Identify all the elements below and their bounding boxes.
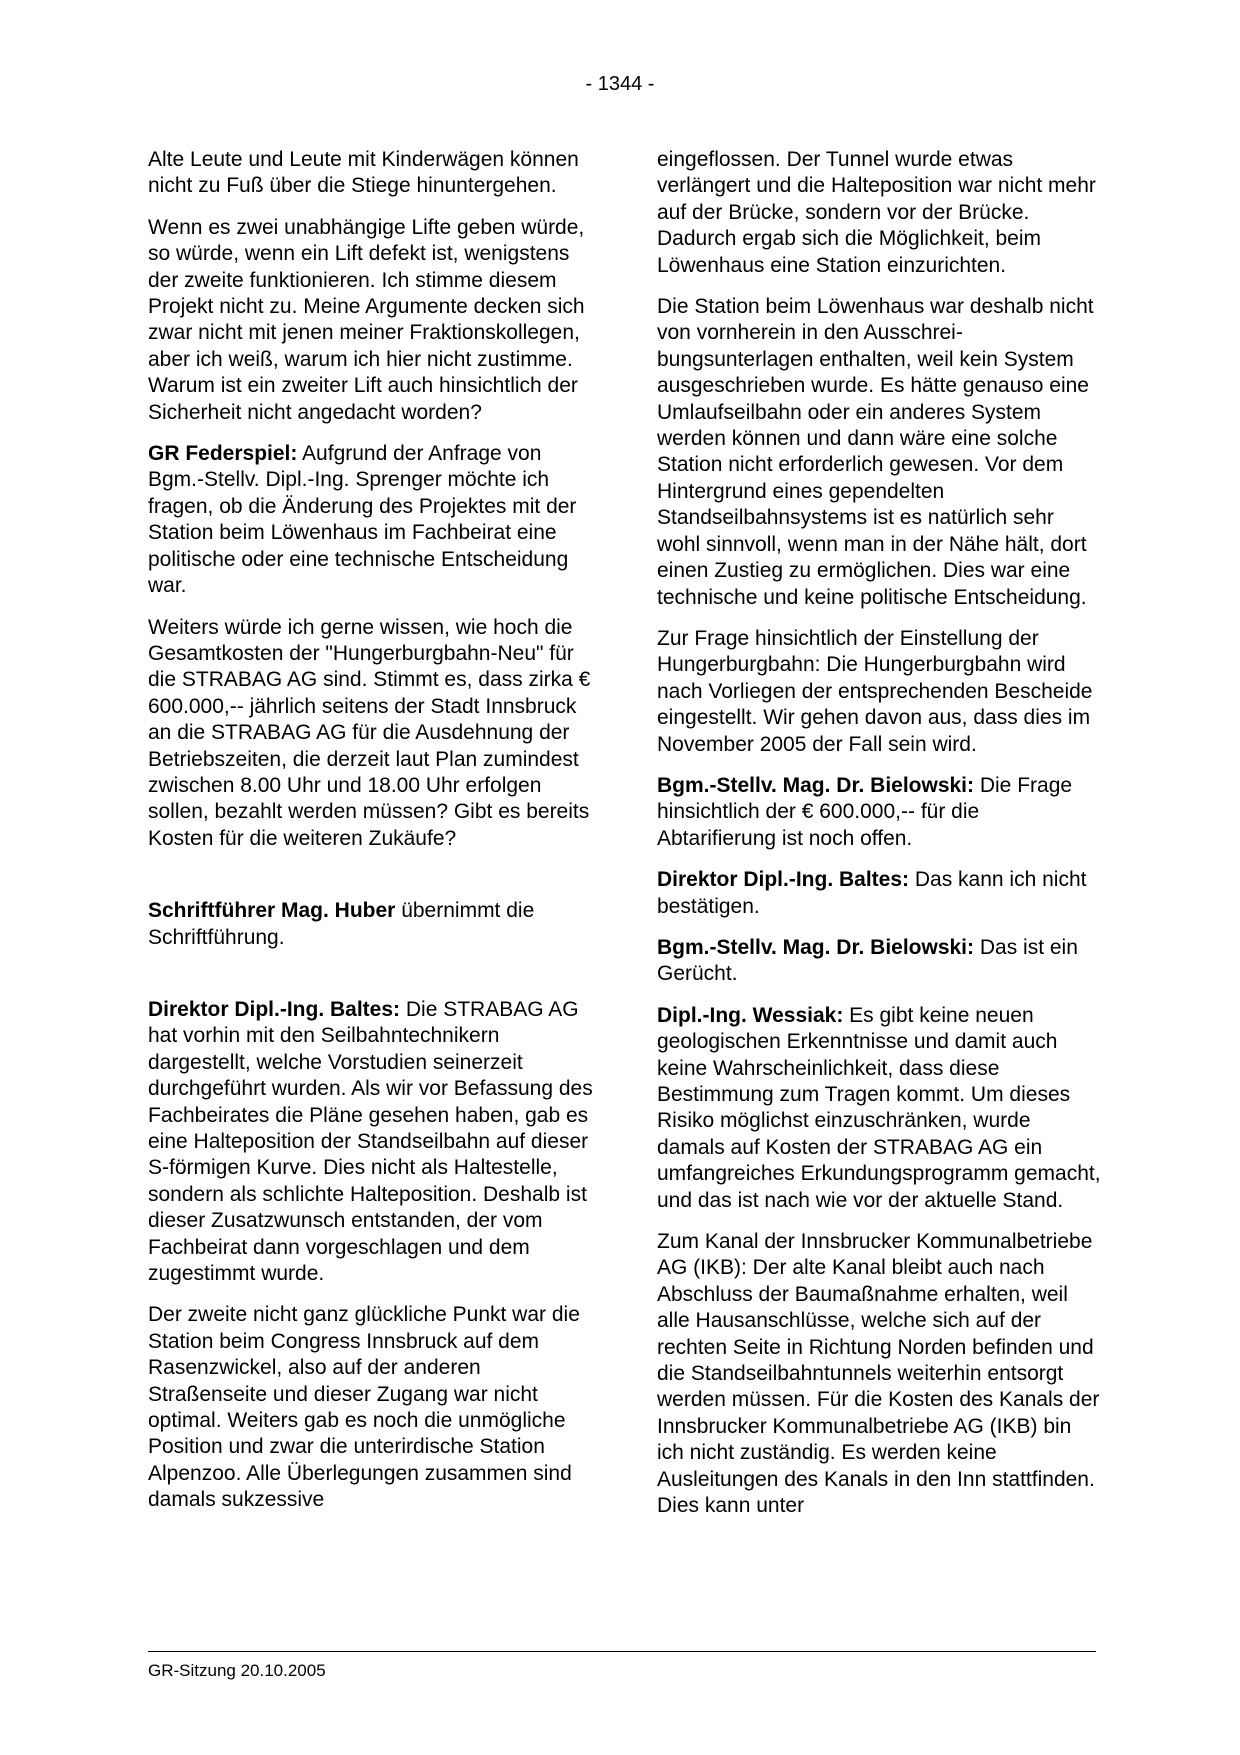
paragraph xyxy=(148,615,593,853)
paragraph xyxy=(657,773,1102,852)
speaker-name: Dipl.-Ing. Wessiak: xyxy=(657,1003,844,1027)
paragraph-text: Es gibt keine neuen geologischen Erkenntnisse und damit auch keine Wahrscheinlichkeit, dass diese Bestimmung zum Tragen kommt. Um dieses Risiko möglichst einzuschränken, wurde damals auf Kosten der STRABAG AG ein umfangreiches Erkundungsprogramm gemacht, und das ist nach wie vor der aktuelle Stand. xyxy=(657,1003,1101,1212)
right-column xyxy=(657,147,1102,1535)
paragraph xyxy=(657,867,1102,920)
paragraph-text: Aufgrund der Anfrage von Bgm.-Stellv. Dipl.-Ing. Sprenger möchte ich fragen, ob die Änderung des Projektes mit der Station beim Löwenhaus im Fachbeirat eine politische oder eine technische Entscheidung war. xyxy=(148,442,577,598)
paragraph-text: Weiters würde ich gerne wissen, wie hoch die Gesamtkosten der "Hungerburgbahn-Neu" für die STRABAG AG sind. Stimmt es, dass zirka € 600.000,-- jährlich seitens der Stadt Innsbruck an die STRABAG AG für die Ausdehnung der Betriebszeiten, die derzeit laut Plan zumindest zwischen 8.00 Uhr und 18.00 Uhr erfolgen sollen, bezahlt werden müssen? Gibt es bereits Kosten für die weiteren Zukäufe? xyxy=(148,615,591,850)
paragraph xyxy=(148,898,593,951)
speaker-name: Direktor Dipl.-Ing. Baltes: xyxy=(148,997,401,1021)
paragraph xyxy=(657,147,1102,279)
paragraph xyxy=(148,441,593,599)
paragraph-text: Das ist ein Gerücht. xyxy=(657,935,1078,986)
paragraph-text: Zur Frage hinsichtlich der Einstellung der Hungerburgbahn: Die Hungerburgbahn wird nach Vorliegen der entsprechenden Bescheide eingestellt. Wir gehen davon aus, dass dies im November 2005 der Fall sein wird. xyxy=(657,626,1093,756)
paragraph-text: Die Frage hinsichtlich der € 600.000,-- für die Abtarifierung ist noch offen. xyxy=(657,773,1073,850)
paragraph-text: übernimmt die Schriftführung. xyxy=(148,899,535,949)
paragraph xyxy=(657,1229,1102,1519)
paragraph xyxy=(657,935,1102,988)
paragraph xyxy=(148,1302,593,1513)
footer-divider xyxy=(148,1651,1096,1652)
paragraph xyxy=(657,1003,1102,1214)
paragraph xyxy=(148,147,593,200)
speaker-name: Direktor Dipl.-Ing. Baltes: xyxy=(657,868,910,892)
paragraph xyxy=(657,294,1102,611)
paragraph xyxy=(148,215,593,426)
paragraph-text: Das kann ich nicht bestätigen. xyxy=(657,868,1087,918)
paragraph-text: Zum Kanal der Innsbrucker Kommunalbetriebe AG (IKB): Der alte Kanal bleibt auch nach Abschluss der Baumaßnahme erhalten, weil alle Hausanschlüsse, welche sich auf der rechten Seite in Richtung Norden befinden und die Standseilbahntunnels weiterhin entsorgt werden müssen. Für die Kosten des Kanals der Innsbrucker Kommunalbetriebe AG (IKB) bin ich nicht zuständig. Es werden keine Ausleitungen des Kanals in den Inn stattfinden. Dies kann unter xyxy=(657,1230,1100,1518)
speaker-name: Bgm.-Stellv. Mag. Dr. Bielowski: xyxy=(657,935,975,959)
speaker-name: Bgm.-Stellv. Mag. Dr. Bielowski: xyxy=(657,773,975,797)
paragraph xyxy=(148,997,593,1287)
paragraph-text: Die STRABAG AG hat vorhin mit den Seilbahntechnikern dargestellt, welche Vorstudien seinerzeit durchgeführt wurden. Als wir vor Befassung des Fachbeirates die Pläne gesehen haben, gab es eine Halteposition der Standseilbahn auf dieser S-förmigen Kurve. Dies nicht als Haltestelle, sondern als schlichte Halteposition. Deshalb ist dieser Zusatzwunsch entstanden, der vom Fachbeirat dann vorgeschlagen und dem zugestimmt wurde. xyxy=(148,997,593,1286)
paragraph-text: Wenn es zwei unabhängige Lifte geben würde, so würde, wenn ein Lift defekt ist, wenigstens der zweite funktionieren. Ich stimme diesem Projekt nicht zu. Meine Argumente decken sich zwar nicht mit jenen meiner Fraktionskollegen, aber ich weiß, warum ich hier nicht zustimme. Warum ist ein zweiter Lift auch hinsichtlich der Sicherheit nicht angedacht worden? xyxy=(148,215,585,424)
paragraph-text: Der zweite nicht ganz glückliche Punkt war die Station beim Congress Innsbruck auf dem Rasenzwickel, also auf der anderen Straßenseite und dieser Zugang war nicht optimal. Weiters gab es noch die unmögliche Position und zwar die unterirdische Station Alpenzoo. Alle Überlegungen zusammen sind damals sukzessive xyxy=(148,1303,580,1512)
paragraph xyxy=(657,626,1102,758)
paragraph-text: Alte Leute und Leute mit Kinderwägen können nicht zu Fuß über die Stiege hinuntergehen. xyxy=(148,148,579,198)
paragraph-text: eingeflossen. Der Tunnel wurde etwas verlängert und die Halteposition war nicht mehr auf der Brücke, sondern vor der Brücke. Dadurch ergab sich die Möglichkeit, beim Löwenhaus eine Station einzurichten. xyxy=(657,148,1096,277)
speaker-name: GR Federspiel: xyxy=(148,442,298,466)
speaker-name: Schriftführer Mag. Huber xyxy=(148,899,396,923)
page-number: - 1344 - xyxy=(585,73,655,95)
footer-session-date: GR-Sitzung 20.10.2005 xyxy=(148,1661,326,1680)
paragraph-text: Die Station beim Löwenhaus war deshalb nicht von vornherein in den Ausschreibungsunterlagen enthalten, weil kein System ausgeschrieben wurde. Es hätte genauso eine Umlaufseilbahn oder ein anderes System werden können und dann wäre eine solche Station nicht erforderlich gewesen. Vor dem Hintergrund eines gependelten Standseilbahnsystems ist es natürlich sehr wohl sinnvoll, wenn man in der Nähe hält, dort einen Zustieg zu ermöglichen. Dies war eine technische und keine politische Entscheidung. xyxy=(657,295,1094,609)
left-column xyxy=(148,147,593,1529)
